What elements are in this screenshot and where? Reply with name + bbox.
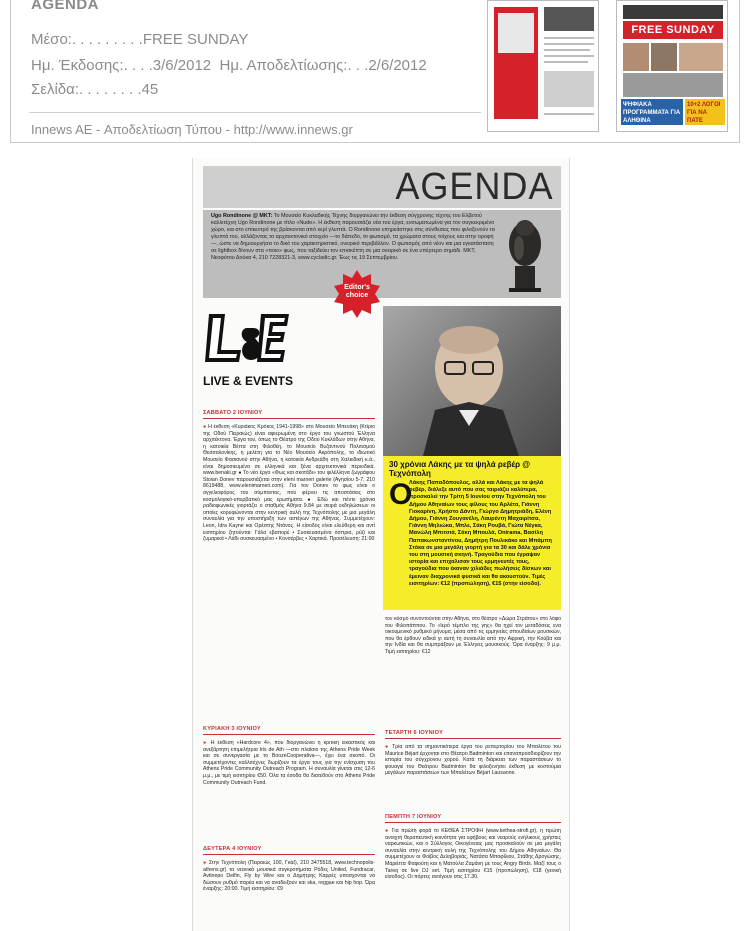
clipping-header — [10, 0, 740, 143]
day-divider — [203, 854, 375, 855]
medium-row — [31, 31, 248, 48]
thumb-image — [498, 13, 534, 53]
feature-body: Λάκης Παπαδόπουλος, αλλά και Λάκης με τα ψηλά ρεβέρ, διάλεξε αυτό που σας ταιριάζει καλύτερα, προσκαλεί την Τρίτη 5 Ιουνίου στην Τεχνόπολη του Δήμου Αθηναίων τους φίλους του Αρλέτα, Γιάννη Γιοκαρίνη, Χρήστο Δάντη, Γιώργο Δημητριάδη, Ελένη Δήμου, Γιάννη Ζουγανέλη, Λαυρέντη Μαχαιρίτσα, Γιάννη Μηλιώκα, Μπλε, Σάκη Ρουβά, Γιώτα Νέγκα, Μανώλη Μπιτσιά, Σάκη Μπουλά, Onirama, Βασίλη Παπακωνσταντίνου, Δημήτρη Πουλικάκο και Μπάμπη Στόκα σε μια μεγάλη γιορτή για τα 30 και δάλε χρόνια του στη μουσική σκηνή. Τραγούδια που έγραψαν ιστορία και επιχαλισαν τους ερμηνευτές τους, τραγούδια που έκαναν χιλιάδες πωλήσεις δίσκων και έμειναν διαχρονικά φυσικά και θα ακουστούν. Τιμές εισιτηρίων: €12 (προπώληση), €15 (στην είσοδο). — [409, 480, 552, 587]
day-body: Για πρώτη φορά το ΚΕΘΕΑ ΣΤΡΟΦΗ (www.kethea-strofi.gr), η πρώτη ανοιχτή θεραπευτική κοινότητα για εφήβους και νεαρούς ενήλικους χρήστες ναρκωτικών, και ο Σύλλογος Οικογένειας μας προσκαλούν σε μια μεγάλη συναυλία στην κεντρική αυλή της Τεχνόπολης του Δήμου Αθηναίων. Θα συμμετέχουν οι Φοίβος Δεληβοριάς, Νατάσα Μποφίλιου, Στάθης Δρογώσης, Μαριέττα Φαφούτη και η Ματούλα Ζαμάνη με τους Angry Birds. Μαζί τους ο Tareq σε live DJ set. Τιμή εισιτηρίου €15 (προπώληση), €18 (γενική είσοδος). Οι πόρτες ανοίγουν στις 17.30. — [385, 828, 561, 881]
day-heading: ΔΕΥΤΕΡΑ 4 ΙΟΥΝΙΟΥ — [203, 846, 262, 852]
editors-choice-label: Editor's choice — [344, 284, 370, 299]
day-heading: ΚΥΡΙΑΚΗ 3 ΙΟΥΝΙΟΥ — [203, 726, 261, 732]
ugo-title: Ugo Rondinone @ MKT: — [211, 213, 273, 219]
man-portrait-image — [383, 306, 561, 456]
medium-label: Μέσο: — [31, 31, 72, 48]
page-label: Σελίδα: — [31, 81, 79, 98]
scanned-page — [192, 158, 570, 931]
sculpture-image — [503, 218, 547, 292]
right-column-text: τον κόσμο συνοντούνται στην Αθήνα, στο θέατρο «Δώρα Στράτου» στο λόφο του Φιλοπάππου. Το «Ιερό τέμπλο της γης» θα ηχεί τον μεταδόσεις ενα οικουμενικό ρυθμικό μήνυμα, μέσα από τις ερμηνείες σπουδαίων μουσικών, που θα έρθουν ειδικά γι αυτή τη συναυλία από την Αφρική, την Κούβα και την Ινδία και θα συμπράξουν με Έλληνες μουσικούς. Ώρα έναρξης: 9 μ.μ. Τιμή εισιτηρίου: €12 — [385, 616, 561, 655]
bullet-icon: ● — [385, 828, 392, 834]
thumb-text-line — [544, 43, 594, 45]
le-subtitle: LIVE & EVENTS — [203, 374, 294, 388]
cover-logo: FREE SUNDAY — [623, 21, 723, 39]
day-heading: ΠΕΜΠΤΗ 7 ΙΟΥΝΙΟΥ — [385, 814, 442, 820]
cover-top-strip — [623, 5, 723, 19]
page-dots: . . . . . . . . — [78, 81, 142, 98]
day-text — [203, 424, 375, 734]
thumb-ad — [544, 7, 594, 31]
day-heading: ΣΑΒΒΑΤΟ 2 ΙΟΥΝΙΟΥ — [203, 410, 263, 416]
bullet-icon: ● — [203, 740, 211, 746]
cover-band: ΨΗΦΙΑΚΑ ΠΡΟΓΡΑΜΜΑΤΑ ΓΙΑ ΑΛΗΘΙΝΑ ΠΡΟΒΛΗΜΑΤΑ — [621, 99, 683, 125]
day-divider — [385, 822, 561, 823]
day-body: Τρία από τα σημαντικότερα έργα του ρεπερτορίου του Μπαλέτου του Maurice Béjart έρχονται στο Θέατρο Badminton και επαναπροσδιορίζουν την ιστορία του σύγχρονου χορού. Κατά τη διάρκεια των παραστάσεων το φουαγιέ του Θεάτρου Badminton θα φιλοξενήσει έκθεση με κοστούμια μεγάλων παραστάσεων των Μπαλέτων Béjart Lausanne. — [385, 744, 561, 777]
day-body: Στην Τεχνόπολη (Πειραιώς 100, Γκάζι, 210 3475518, www.technopolis-athens.gr) τα νεανικά μουσικά συγκροτήματα Ρόδες United, Fundracar, Avtinepo Delfin, Fly by Wire και ο Δημήτρης Καρρές υποσχονται να δώσουν ρυθμό παρέα και να αναδειξουν και ska, reggae και hip hop. Ώρα έναρξης: 20:00. Τιμή εισιτηρίου: €9 — [203, 860, 375, 893]
cover-portrait — [679, 43, 723, 71]
day-text — [203, 740, 375, 840]
day-body: Η έκθεση «Hardcore 4», που διοργανώνει η κριτική εικαστικός και ανεξάρτητη επιμελήτρια Iris de Ath —στο πλαίσιο της Athens Pride Week και σε συνεργασία με το BoozeCooperativa—, έχει ένα σκοπό. Οι συμμετέχοντες καλλιτέχνες δωρίζουν τα έργα τους για την ενίσχυση του Athens Pride Community Outreach Program. Η συναυλία γίνεται στις 12-6 μ.μ., με τιμή εισιτηρίου €50. Όλα τα έσοδα θα διατεθούν στο Athens Pride Community Outreach Fund. — [203, 740, 375, 786]
header-divider — [29, 112, 481, 113]
cover-photo — [623, 73, 723, 97]
feature-photo — [383, 306, 561, 456]
page-row — [31, 81, 158, 98]
ugo-text — [211, 213, 497, 262]
day-text — [203, 860, 375, 930]
cover-promo: 10+2 ΛΟΓΟΙ ΓΙΑ ΝΑ ΠΑΤΕ — [685, 99, 725, 125]
feature-headline: 30 χρόνια Λάκης με τα ψηλά ρεβέρ @ Τεχνόπολη — [389, 460, 531, 478]
cover-portrait — [623, 43, 649, 71]
bullet-icon: ● — [385, 744, 393, 750]
thumb-text-line — [544, 113, 594, 115]
medium-dots: . . . . . . . . . — [71, 31, 143, 48]
section-title: AGENDA — [394, 166, 553, 208]
ugo-body: Το Μουσείο Κυκλαδικής Τέχνης διοργανώνει την έκθεση σύγχρονης τέχνης του Ελβετού καλλιτέχνη Ugo Rondinone με τίτλο «Nude». Η έκθεση παρουσιάζει νέα του έργα, ενσωματωμένα για τον συγκεκριμένο χώρο, και στο επίκεντρό της βρίσκονται από κερί γλυπτά. Ο Rondinone επηρεάστηκε στις σύνθεσεις που φιλοξενούν τα γλυπτά του, αλλάζοντας το αρχιτεκτονικό στοιχείο —το δάπεδο, το φωτισμό, τα χρώματα στους τοίχους και στην οροφή—, ώστε να δημιουργήσει το δικό του χαρακτηριστικό, ονειρικό περιβάλλον. Ο φωτισμός από νέον και μια εγκατάσταση σε lightbox δίνουν στα «ποιο» φως, που ταξιδεύει τον επισκέπτη σε μια ονειρικό σε ένα υπέρτερο σημάδι. ΜΚΤ, Νεοφύτου Δούκα 4, 210 7228321-3, www.cycladic.gr. Έως τις 19 Σεπτεμβρίου. — [211, 213, 495, 261]
clip-label: Ημ. Αποδελτίωσης: — [219, 57, 348, 74]
agenda-band — [203, 166, 561, 208]
page-thumbnail[interactable] — [487, 0, 599, 132]
day-text — [385, 744, 561, 808]
day-divider — [203, 734, 375, 735]
dates-row — [31, 57, 427, 74]
bullet-icon: ● — [203, 860, 209, 866]
feature-box — [383, 456, 561, 610]
thumb-text-line — [544, 49, 590, 51]
agenda-title: AGENDA — [31, 0, 100, 13]
page-value: 45 — [141, 81, 159, 98]
day-text — [385, 828, 561, 928]
bullet-icon: ● — [203, 424, 209, 430]
cover-portrait — [651, 43, 677, 71]
day-divider — [203, 418, 375, 419]
thumb-text-line — [544, 55, 594, 57]
ugo-rondinone-box — [203, 210, 561, 298]
thumb-photo — [544, 71, 594, 107]
issue-dots: . . . . — [123, 57, 153, 74]
innews-footer: Innews AE - Αποδελτίωση Τύπου - http://www.innews.gr — [31, 122, 353, 137]
feature-dropcap: Ο — [389, 478, 413, 511]
clip-dots: . . . — [347, 57, 369, 74]
day-heading: ΤΕΤΑΡΤΗ 6 ΙΟΥΝΙΟΥ — [385, 730, 443, 736]
thumb-text-line — [544, 37, 594, 39]
le-logo-image — [203, 308, 293, 368]
day-divider — [385, 738, 561, 739]
day-body: Η έκθεση «Κυριάκος Κρόκος 1941-1998» στο Μουσείο Μπενάκη (Κτίριο της Οδού Πειραιώς) είναι αφιερωμένη στο έργο του γνωστού Έλληνα αρχιτέκτονα. Έργα του, όπως το Θέατρο της Οδού Κυκλάδων στην Αθήνα, η κατοικία Βέττα στη Φιλοθέη, το Μουσείο Βυζαντινού Πολιτισμού Θεσσαλονίκης, η μελέτη για το Νέο Μουσείο Ακρόπολης, το ιδιωτικό Μουσείο Φασιανού στην Αθήνα, η κατοικία Ανδρεάδη στη Χαλκιδική κ.ά., είναι δημοσιευμένα σε ελληνικά και ξένα αρχιτεκτονικά περιοδικά. www.benaki.gr ● Το νέο έργο «Φως και σκοτάδι» του φιλέλληνα ζωγράφου Stoian Donev παρουσιάζεται στην eleni marneri galerie (Αγησίου 5-7, 210 8619488, www.elenimarneri.com). Για τον Donev το φως είναι ο αγγελιοφόρος του σύμπαντος, που φέρνει τις αποστάσεις στο κοσμολογικό-υπερβατικό μας ερωτήματα. ● Εδώ και πέντε χρόνια ραδιοφωνικές γιορτάζει ο σταθμός Αθήνα 9.84 με σειρά εκδηλώσεων οι οποίες κορυφώνονται στην κεντρική αυλή της Τεχνόπολης με μια μεγάλη συναυλία για την υποστήριξη των αστέγων της Αθήνας. Συμμετέχουν: Leon, Idra Kayne και Ορέστης Ντάνος. Η είσοδος είναι ελεύθερη και αντί εισιτηρίου ζητούνται: Γάλα εβαπορέ • Συσκευασμένα όσπρια, ρύζι και ζυμαρικά • Λάδι συσκευασμένο • Κονσέρβες • Χαρτικά. Προσέλευση: 21:00 — [203, 424, 375, 543]
medium-value: FREE SUNDAY — [142, 31, 249, 48]
issue-label: Ημ. Έκδοσης: — [31, 57, 124, 74]
issue-date: 3/6/2012 — [152, 57, 212, 74]
cover-thumbnail[interactable] — [616, 0, 728, 132]
thumb-text-line — [544, 61, 588, 63]
clip-date: 2/6/2012 — [368, 57, 427, 74]
